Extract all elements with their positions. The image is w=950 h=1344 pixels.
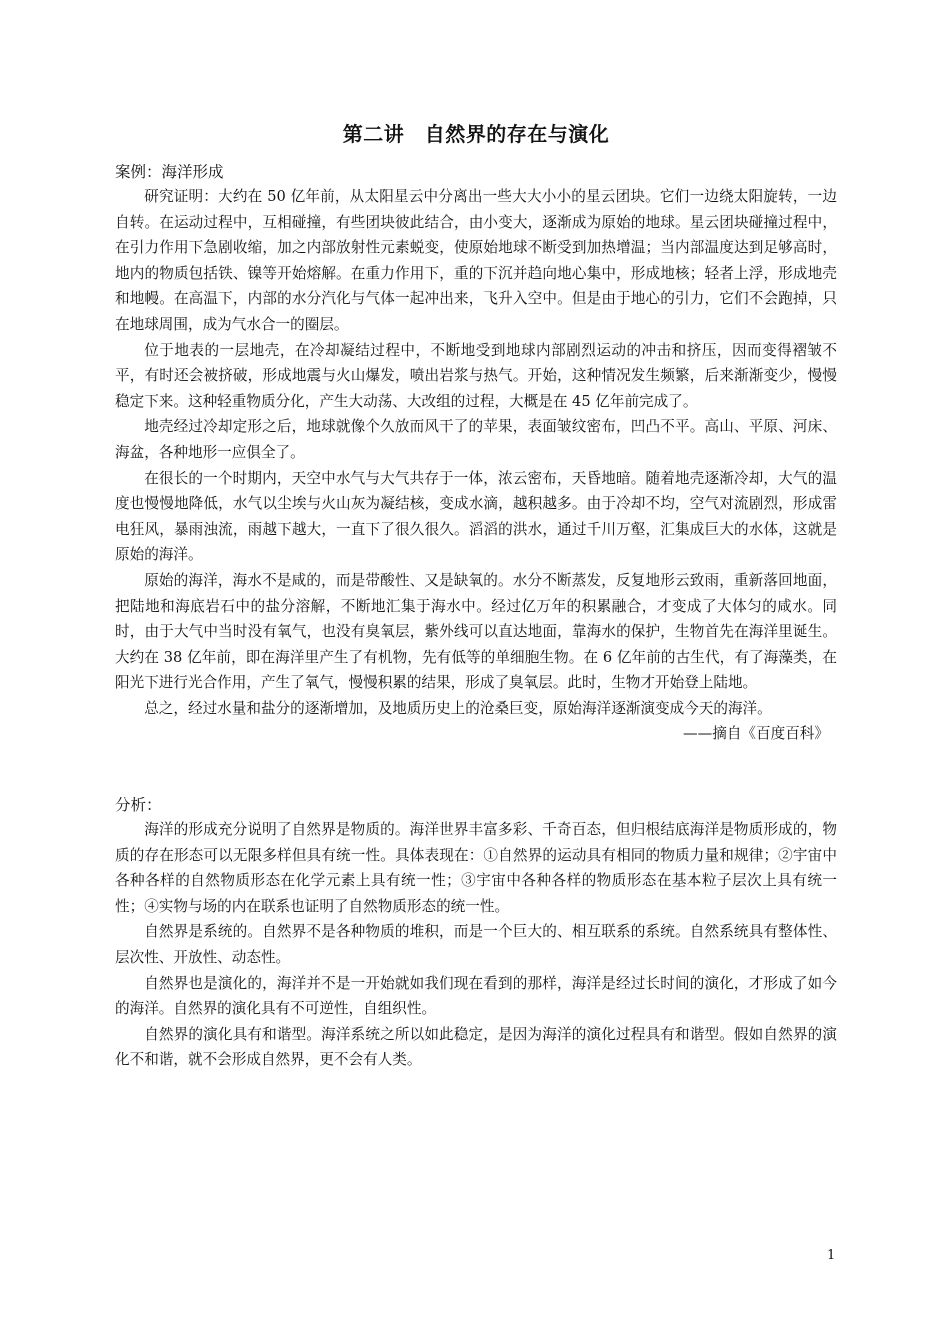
- section-spacer: [115, 747, 837, 793]
- case-paragraph-4: 在很长的一个时期内，天空中水气与大气共存于一体，浓云密布，天昏地暗。随着地壳逐渐冷却，大气的温度也慢慢地降低，水气以尘埃与火山灰为凝结核，变成水滴，越积越多。由于冷却不均，空气对流剧烈，形成雷电狂风，暴雨浊流，雨越下越大，一直下了很久很久。滔滔的洪水，通过千川万壑，汇集成巨大的水体，这就是原始的海洋。: [115, 469, 837, 564]
- analysis-paragraph-1: 海洋的形成充分说明了自然界是物质的。海洋世界丰富多彩、千奇百态，但归根结底海洋是物质形成的，物质的存在形态可以无限多样但具有统一性。具体表现在：①自然界的运动具有相同的物质力量和规律；②宇宙中各种各样的自然物质形态在化学元素上具有统一性；③宇宙中各种各样的物质形态在基本粒子层次上具有统一性；④实物与场的内在联系也证明了自然物质形态的统一性。: [115, 821, 837, 915]
- analysis-heading: 分析：: [115, 796, 162, 815]
- analysis-paragraph-2: 自然界是系统的。自然界不是各种物质的堆积，而是一个巨大的、相互联系的系统。自然系统具有整体性、层次性、开放性、动态性。: [115, 923, 837, 967]
- page-number: 1: [827, 1248, 836, 1263]
- document-page: [115, 118, 837, 1073]
- source-citation: ——摘自《百度百科》: [683, 725, 829, 743]
- case-paragraph-2: 位于地表的一层地壳，在冷却凝结过程中，不断地受到地球内部剧烈运动的冲击和挤压，因而变得褶皱不平，有时还会被挤破，形成地震与火山爆发，喷出岩浆与热气。开始，这种情况发生频繁，后来渐渐变少，慢慢稳定下来。这种轻重物质分化，产生大动荡、大改组的过程，大概是在 45 亿年前完成了。: [115, 341, 837, 410]
- case-paragraph-6: 总之，经过水量和盐分的逐渐增加，及地质历史上的沧桑巨变，原始海洋逐渐演变成今天的海洋。: [144, 699, 772, 717]
- analysis-paragraph-3: 自然界也是演化的，海洋并不是一开始就如我们现在看到的那样，海洋是经过长时间的演化，才形成了如今的海洋。自然界的演化具有不可逆性，自组织性。: [115, 974, 837, 1018]
- page-title: 第二讲 自然界的存在与演化: [342, 122, 610, 146]
- case-paragraph-3: 地壳经过冷却定形之后，地球就像个久放而风干了的苹果，表面皱纹密布，凹凸不平。高山、平原、河床、海盆，各种地形一应俱全了。: [115, 418, 837, 461]
- analysis-paragraph-4: 自然界的演化具有和谐型。海洋系统之所以如此稳定，是因为海洋的演化过程具有和谐型。假如自然界的演化不和谐，就不会形成自然界，更不会有人类。: [115, 1025, 837, 1069]
- case-heading: 案例：海洋形成: [115, 163, 224, 181]
- case-paragraph-5: 原始的海洋，海水不是咸的，而是带酸性、又是缺氧的。水分不断蒸发，反复地形云致雨，重新落回地面，把陆地和海底岩石中的盐分溶解，不断地汇集于海水中。经过亿万年的积累融合，才变成了大体匀的咸水。同时，由于大气中当时没有氧气，也没有臭氧层，紫外线可以直达地面，靠海水的保护，生物首先在海洋里诞生。大约在 38 亿年前，即在海洋里产生了有机物，先有低等的单细胞生物。在 6 亿年前的古生代，有了海藻类，在阳光下进行光合作用，产生了氧气，慢慢积累的结果，形成了臭氧层。此时，生物才开始登上陆地。: [115, 571, 837, 692]
- case-paragraph-1: 研究证明：大约在 50 亿年前，从太阳星云中分离出一些大大小小的星云团块。它们一边绕太阳旋转，一边自转。在运动过程中，互相碰撞，有些团块彼此结合，由小变大，逐渐成为原始的地球。星云团块碰撞过程中，在引力作用下急剧收缩，加之内部放射性元素蜕变，使原始地球不断受到加热增温；当内部温度达到足够高时，地内的物质包括铁、镍等开始熔解。在重力作用下，重的下沉并趋向地心集中，形成地核；轻者上浮，形成地壳和地幔。在高温下，内部的水分汽化与气体一起冲出来，飞升入空中。但是由于地心的引力，它们不会跑掉，只在地球周围，成为气水合一的圈层。: [115, 188, 837, 333]
